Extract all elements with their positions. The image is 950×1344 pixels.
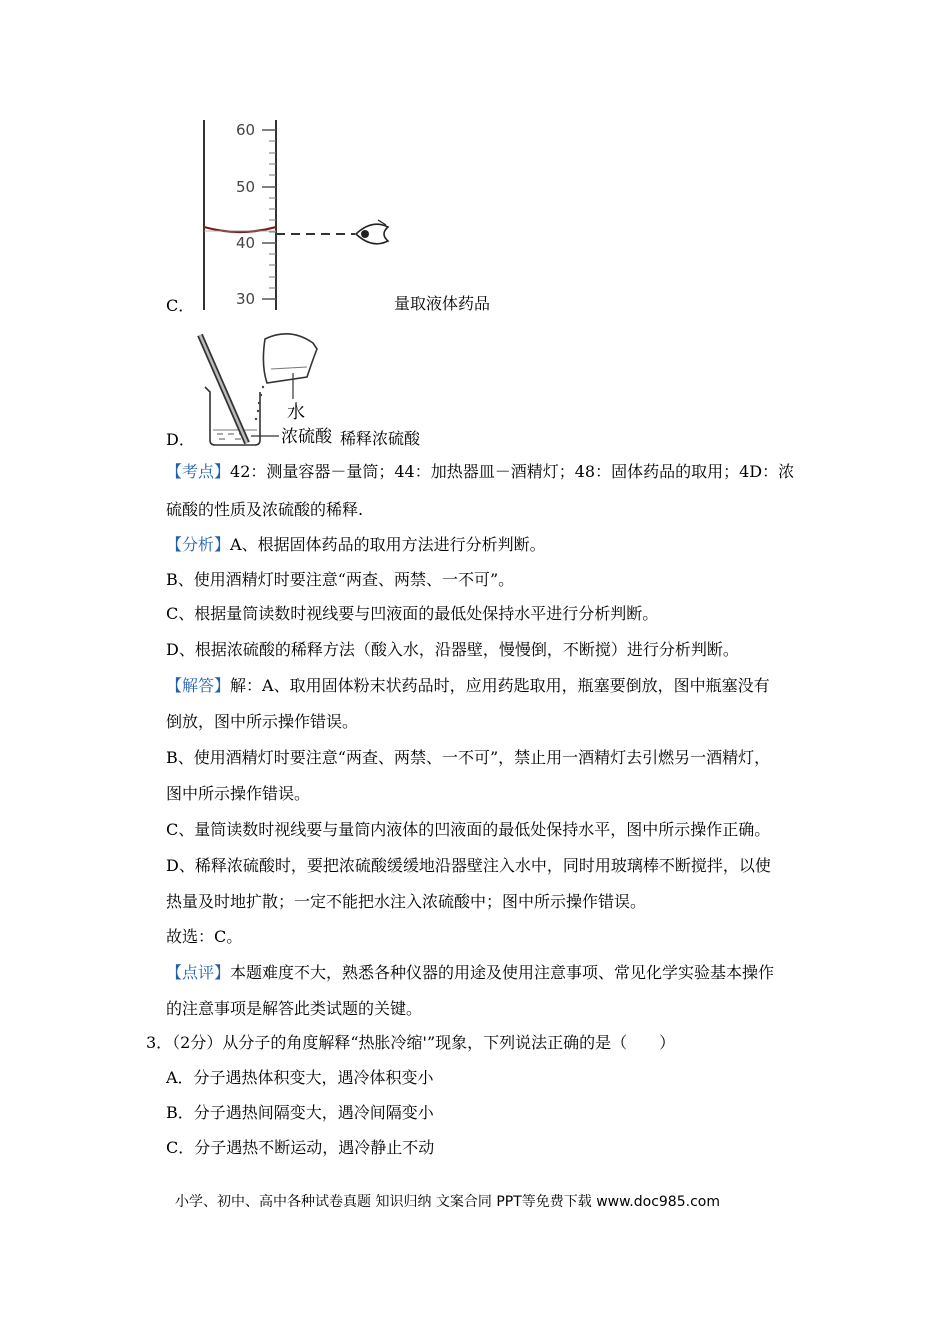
option-c-letter: C． (166, 296, 195, 315)
fenxi-tag: 【分析】 (166, 535, 231, 554)
jieda-line-1 (166, 676, 770, 696)
option-d-letter: D． (166, 430, 195, 449)
kaodian-text-1: 42：测量容器－量筒；44：加热器皿－酒精灯；48：固体药品的取用；4D：浓 (230, 462, 795, 481)
fenxi-line-4: D、根据浓硫酸的稀释方法（酸入水，沿器壁，慢慢倒，不断搅）进行分析判断。 (166, 640, 739, 659)
jieda-text-1: 解：A、取用固体粉末状药品时，应用药匙取用，瓶塞要倒放，图中瓶塞没有 (230, 676, 770, 695)
jieda-tag: 【解答】 (166, 676, 231, 695)
kaodian-tag: 【考点】 (166, 462, 231, 481)
jieda-line-5: C、量筒读数时视线要与量筒内液体的凹液面的最低处保持水平，图中所示操作正确。 (166, 820, 771, 839)
kaodian-line-1 (166, 462, 794, 482)
dianping-text-1: 本题难度不大，熟悉各种仪器的用途及使用注意事项、常见化学实验基本操作 (230, 963, 775, 982)
tick-label-60: 60 (236, 121, 256, 139)
dianping-tag: 【点评】 (166, 963, 231, 982)
fenxi-line-1 (166, 535, 546, 555)
tick-label-40: 40 (236, 234, 256, 252)
dianping-line-1 (166, 963, 774, 983)
kaodian-line-2: 硫酸的性质及浓硫酸的稀释. (166, 500, 364, 519)
question-3-option-c: C．分子遇热不断运动，遇冷静止不动 (166, 1138, 435, 1157)
option-c-caption: 量取液体药品 (394, 294, 491, 313)
jieda-line-7: 热量及时地扩散；一定不能把水注入浓硫酸中；图中所示操作错误。 (166, 892, 647, 911)
option-d-caption: 稀释浓硫酸 (340, 429, 421, 448)
question-3-option-b: B．分子遇热间隔变大，遇冷间隔变小 (166, 1103, 434, 1122)
tick-label-30: 30 (236, 290, 256, 308)
page-footer: 小学、初中、高中各种试卷真题 知识归纳 文案合同 PPT等免费下载 www.doc985.com (175, 1194, 720, 1210)
jieda-line-6: D、稀释浓硫酸时，要把浓硫酸缓缓地沿器壁注入水中，同时用玻璃棒不断搅拌，以使 (166, 856, 771, 875)
graduated-cylinder-figure (190, 115, 400, 315)
fenxi-text-1: A、根据固体药品的取用方法进行分析判断。 (230, 535, 546, 554)
jieda-line-2: 倒放，图中所示操作错误。 (166, 712, 359, 731)
question-3-stem: 3．（2分）从分子的角度解释“热胀冷缩'”现象，下列说法正确的是（ ） (146, 1033, 676, 1052)
jieda-line-8: 故选：C。 (166, 927, 243, 946)
fenxi-line-2: B、使用酒精灯时要注意“两查、两禁、一不可”。 (166, 570, 515, 589)
jieda-line-3: B、使用酒精灯时要注意“两查、两禁、一不可”，禁止用一酒精灯去引燃另一酒精灯， (166, 748, 771, 767)
tick-label-50: 50 (236, 178, 256, 196)
fenxi-line-3: C、根据量筒读数时视线要与凹液面的最低处保持水平进行分析判断。 (166, 604, 659, 623)
acid-label: 浓硫酸 (281, 427, 332, 447)
question-3-option-a: A．分子遇热体积变大，遇冷体积变小 (166, 1068, 434, 1087)
jieda-line-4: 图中所示操作错误。 (166, 784, 311, 803)
dianping-line-2: 的注意事项是解答此类试题的关键。 (166, 999, 423, 1018)
eye-icon (356, 220, 388, 244)
water-label: 水 (287, 402, 305, 423)
